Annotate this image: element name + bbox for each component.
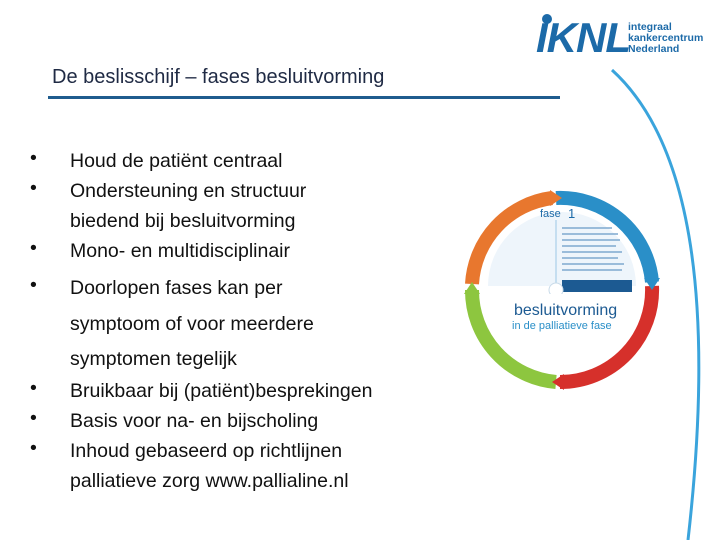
bullet-text-continued: symptoom of voor meerdere	[70, 313, 314, 335]
bullet-item	[28, 236, 468, 266]
bullet-icon: •	[30, 437, 37, 459]
bullet-text: Basis voor na- en bijscholing	[70, 410, 319, 432]
logo-line: integraal	[628, 21, 672, 33]
bullet-text: Ondersteuning en structuur	[70, 180, 307, 202]
slide-title: De beslisschijf – fases besluitvorming	[52, 66, 385, 88]
bullet-text: Bruikbaar bij (patiënt)besprekingen	[70, 380, 373, 402]
iknl-logo	[536, 12, 716, 68]
bullet-icon: •	[30, 407, 37, 429]
bullet-text: Houd de patiënt centraal	[70, 150, 283, 172]
decision-wheel-graphic	[452, 186, 672, 396]
logo-text	[628, 22, 703, 55]
bullet-icon: •	[30, 377, 37, 399]
bullet-list	[28, 146, 468, 496]
bullet-text-continued: symptomen tegelijk	[70, 348, 237, 370]
title-underline	[48, 96, 560, 99]
bullet-item	[28, 406, 468, 436]
bullet-text: Mono- en multidisciplinair	[70, 240, 291, 262]
bullet-item	[28, 376, 468, 406]
bullet-text: Doorlopen fases kan per	[70, 277, 283, 299]
logo-mark: IKNL	[536, 14, 630, 61]
bullet-icon: •	[30, 177, 37, 199]
bullet-icon: •	[30, 237, 37, 259]
bullet-icon: •	[30, 274, 37, 296]
logo-line: kankercentrum	[628, 32, 704, 44]
decision-wheel	[452, 186, 672, 396]
bullet-item	[28, 436, 468, 496]
bullet-item	[28, 146, 468, 176]
bullet-item	[28, 270, 468, 376]
wheel-center-subtitle: in de palliatieve fase	[512, 320, 612, 332]
bullet-item	[28, 176, 468, 236]
logo-line: Nederland	[628, 43, 680, 55]
bullet-text-continued: palliatieve zorg www.pallialine.nl	[70, 470, 349, 492]
wheel-phase-number: 1	[568, 206, 576, 221]
bullet-icon: •	[30, 147, 37, 169]
bullet-text: Inhoud gebaseerd op richtlijnen	[70, 440, 343, 462]
wheel-center-title: besluitvorming	[514, 302, 618, 319]
bullet-text-continued: biedend bij besluitvorming	[70, 210, 296, 232]
wheel-phase-label: fase	[540, 208, 561, 220]
